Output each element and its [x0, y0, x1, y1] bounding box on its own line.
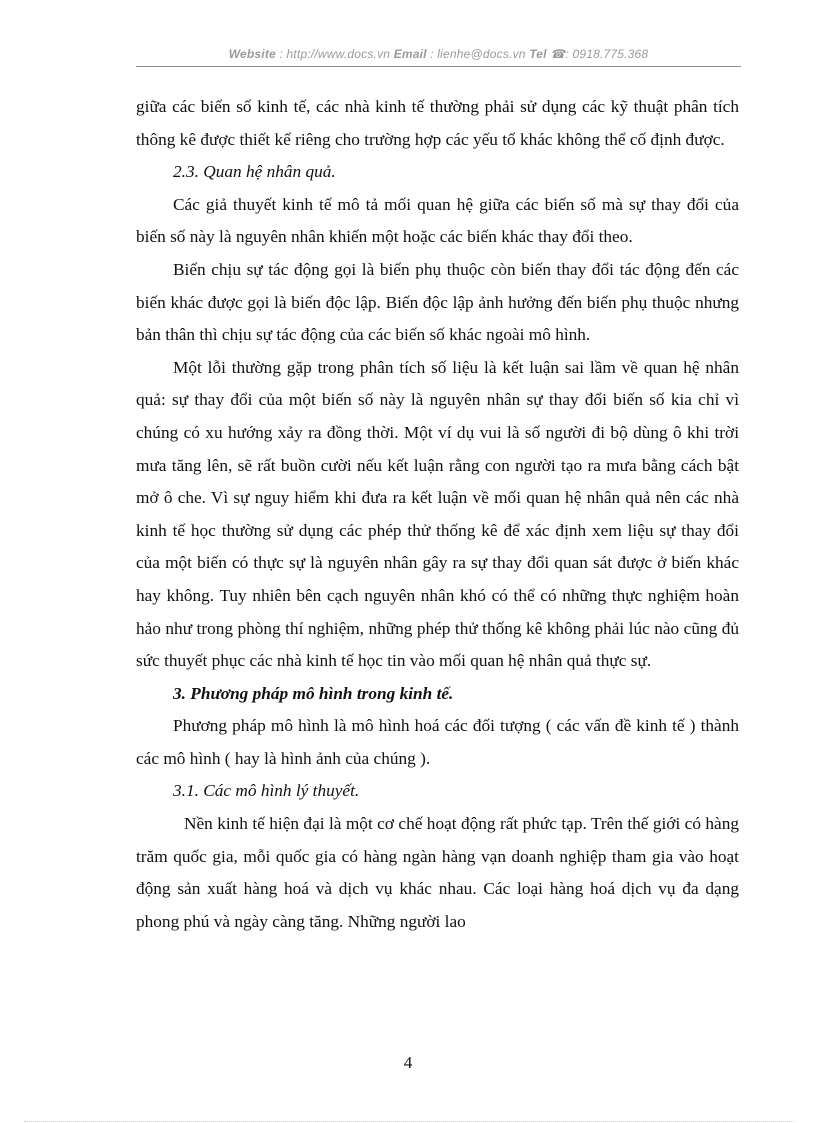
paragraph-continuation: giữa các biến số kinh tế, các nhà kinh tế thường phải sử dụng các kỹ thuật phân tích thông kê được thiết kế riêng cho trường hợp các yếu tố khác không thể cố định được.	[136, 97, 739, 149]
paragraph-causality-error: Một lỗi thường gặp trong phân tích số liệu là kết luận sai lầm về quan hệ nhân quả: sự thay đổi của một biến số này là nguyên nhân sự thay đổi biến số kia chỉ vì chúng có xu hướng xảy ra đồng thời. Một ví dụ vui là số người đi bộ dùng ô khi trời mưa tăng lên, sẽ rất buồn cười nếu kết luận rằng con người tạo ra mưa bằng cách bật mở ô che. Vì sự nguy hiểm khi đưa ra kết luận về mối quan hệ nhân quả nên các nhà kinh tế học thường sử dụng các phép thử thống kê để xác định xem liệu sự thay đổi của một biến có thực sự là nguyên nhân gây ra sự thay đổi quan sát được ở biến khác hay không. Tuy nhiên bên cạch nguyên nhân khó có thể có những thực nghiệm hoàn hảo như trong phòng thí nghiệm, những phép thử thống kê không phải lúc nào cũng đủ sức thuyết phục các nhà kinh tế học tin vào mối quan hệ nhân quả thực sự.	[136, 357, 739, 671]
page-bottom-edge	[24, 1121, 794, 1122]
email-label: Email	[393, 47, 427, 61]
section-heading-2-3: 2.3. Quan hệ nhân quả.	[173, 162, 336, 182]
page-header	[136, 47, 741, 61]
paragraph-dependent-variable: Biến chịu sự tác động gọi là biến phụ thuộc còn biến thay đổi tác động đến các biến khác được gọi là biến độc lập. Biến độc lập ảnh hưởng đến biến phụ thuộc nhưng bản thân thì chịu sự tác động của các biến số khác ngoài mô hình.	[136, 259, 739, 345]
paragraph-modern-economy: Nền kinh tế hiện đại là một cơ chế hoạt động rất phức tạp. Trên thế giới có hàng trăm quốc gia, mỗi quốc gia có hàng ngàn hàng vạn doanh nghiệp tham gia vào hoạt động sản xuất hàng hoá và dịch vụ khác nhau. Các loại hàng hoá dịch vụ đa dạng phong phú và ngày càng tăng. Những người lao	[136, 814, 739, 931]
email-value: : lienhe@docs.vn	[426, 47, 530, 61]
page-number: 4	[403, 1053, 413, 1072]
paragraph-model-method: Phương pháp mô hình là mô hình hoá các đối tượng ( các vấn đề kinh tế ) thành các mô hình ( hay là hình ảnh của chúng ).	[136, 716, 739, 768]
tel-value: ☎: 0918.775.368	[546, 47, 649, 61]
paragraph-hypotheses: Các giả thuyết kinh tế mô tả mối quan hệ giữa các biến số mà sự thay đổi của biến số này là nguyên nhân khiến một hoặc các biến khác thay đổi theo.	[136, 194, 739, 247]
section-heading-3: 3. Phương pháp mô hình trong kinh tế.	[173, 683, 454, 703]
website-value: : http://www.docs.vn	[275, 47, 394, 61]
document-body	[136, 91, 739, 938]
website-label: Website	[228, 47, 276, 61]
header-divider	[136, 66, 741, 67]
tel-label: Tel	[529, 47, 547, 61]
section-heading-3-1: 3.1. Các mô hình lý thuyết.	[173, 781, 360, 801]
